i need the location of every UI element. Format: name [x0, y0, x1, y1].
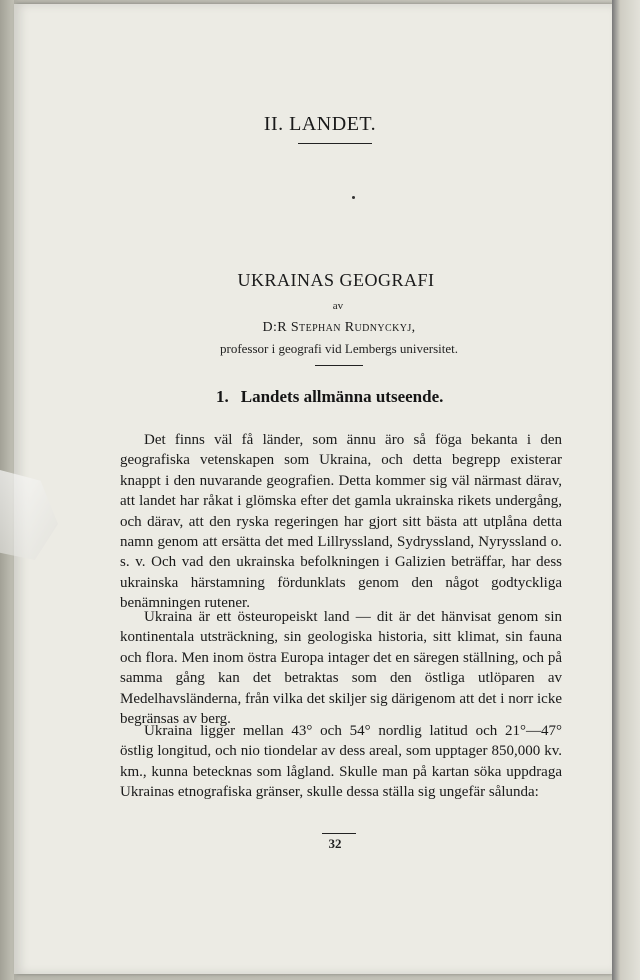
section-title: Landets allmänna utseende.: [240, 387, 444, 406]
article-author: D:R Stephan Rudnyckyj,: [262, 320, 416, 335]
ornament-dot: [352, 196, 355, 199]
title-rule: [315, 365, 363, 366]
article-by: av: [332, 300, 344, 312]
author-affiliation: professor i geografi vid Lembergs universitet.: [219, 341, 459, 356]
body-paragraph: Det finns väl få länder, som ännu äro så föga bekanta i den geografiska vetenskapen som Ukraina, och detta begrepp existerar knappt i den nuvarande geografien. Detta kommer sig väl närmast därav, att landet har råkat i glömska efter det gamla ukrainska rikets undergång, och därav, att den ryska regeringen har gjort sitt bästa att utplåna detta namn genom att ersätta det med Lillryssland, Sydryssland, Nyryssland o. s. v. Och vad den ukrainska befolkningen i Galizien beträffar, har dess ukrainska härstamning fördunklats genom den något godtyckliga benämningen rutener.: [120, 432, 562, 612]
section-number: 1.: [216, 387, 229, 406]
body-paragraph: Ukraina ligger mellan 43° och 54° nordlig latitud och 21°—47° östlig longitud, och nio tiondelar av dess areal, som upptager 850,000 kv. km., kunna betecknas som lågland. Skulle man på kartan söka uppdraga Ukrainas etnografiska gränser, skulle dessa ställa sig ungefär sålunda:: [120, 723, 562, 801]
page-stack-edge: [612, 0, 640, 980]
chapter-rule: [298, 143, 372, 144]
section-heading: [216, 387, 443, 407]
footer-rule: [322, 833, 356, 834]
page-number: 32: [328, 836, 342, 851]
chapter-heading: II. LANDET.: [263, 113, 377, 135]
article-title: UKRAINAS GEOGRAFI: [237, 270, 435, 290]
body-paragraph: Ukraina är ett östeuropeiskt land — dit är det hänvisat genom sin kontinentala utsträckning, sin geologiska historia, sitt klimat, sin fauna och flora. Men inom östra Europa intager det en säregen ställning, och på samma gång kan det betraktas som den östliga utlöparen av Medelhavsländerna, från vilka det skiljer sig därigenom att det i norr icke begränsas av berg.: [120, 609, 562, 728]
